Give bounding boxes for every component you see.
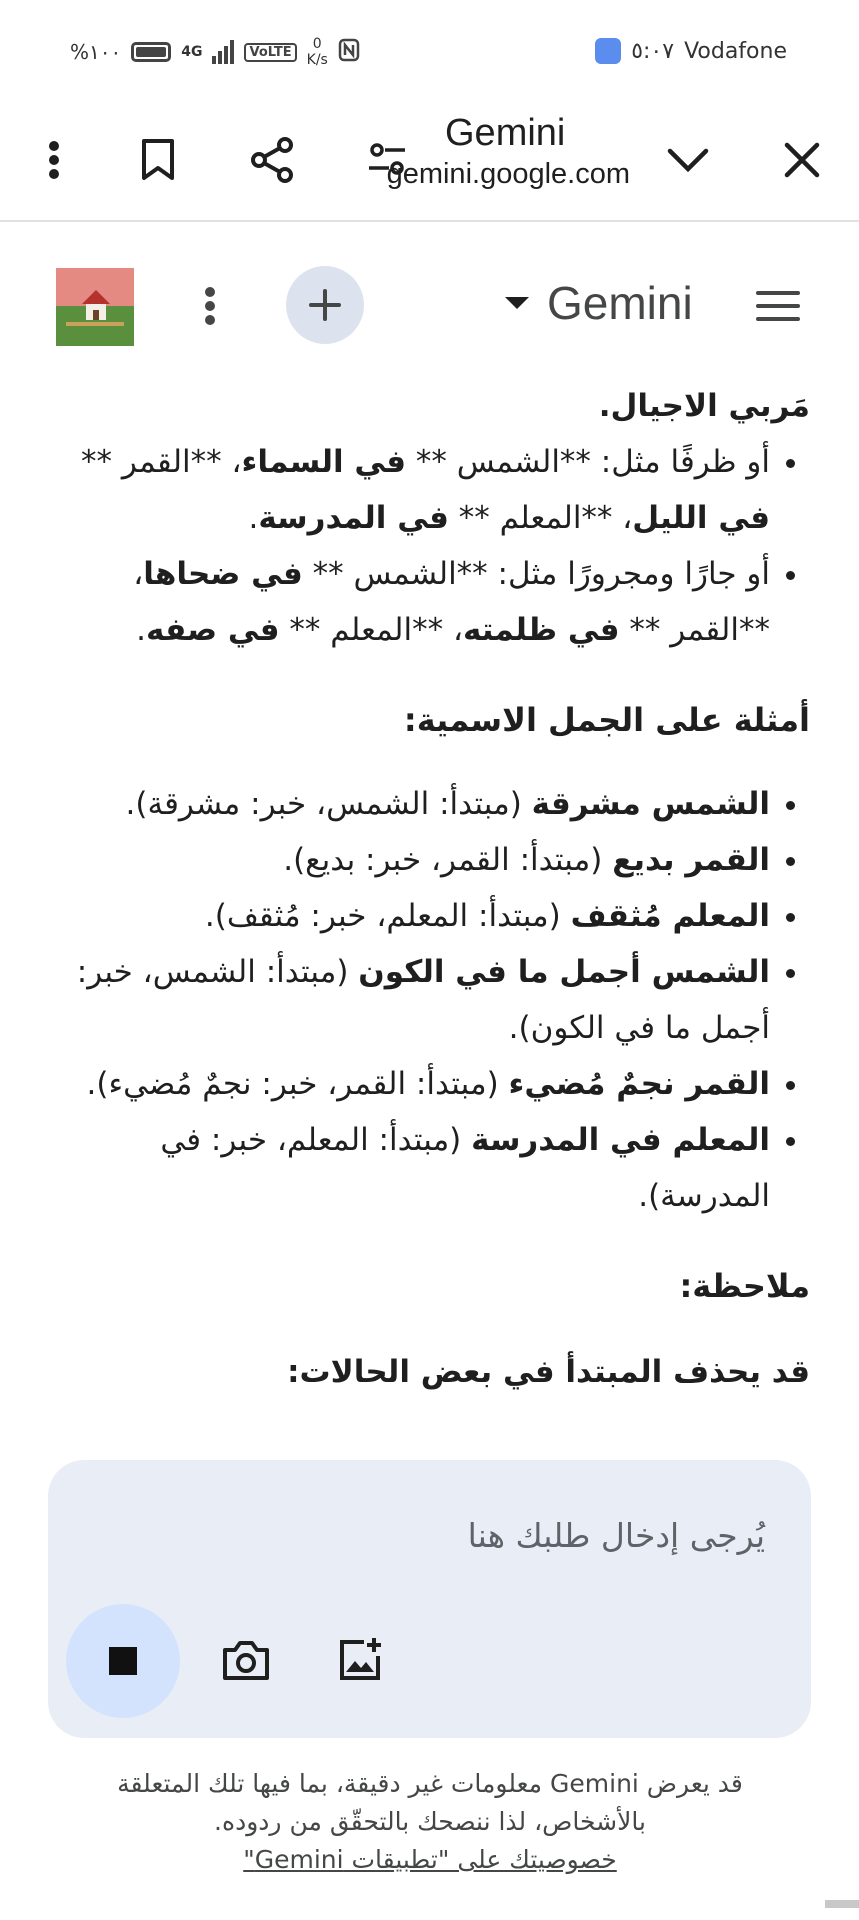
text-part: ، **المعلم ** bbox=[448, 500, 633, 536]
response-content bbox=[60, 378, 810, 1390]
more-vert-icon[interactable] bbox=[180, 276, 240, 336]
camera-icon[interactable] bbox=[216, 1630, 276, 1690]
more-vert-icon[interactable] bbox=[24, 130, 84, 190]
bold-part: في ضحاها bbox=[143, 556, 303, 592]
battery-icon bbox=[131, 42, 171, 62]
example-rest: (مبتدأ: القمر، خبر: نجمٌ مُضيء). bbox=[86, 1066, 509, 1102]
speed-value: 0 bbox=[312, 36, 322, 52]
bold-part: في ظلمته bbox=[462, 612, 620, 648]
list-item bbox=[60, 888, 770, 944]
share-icon[interactable] bbox=[242, 130, 302, 190]
plus-icon bbox=[308, 288, 342, 322]
stop-icon bbox=[109, 1647, 137, 1675]
text-part: أو ظرفًا مثل: **الشمس ** bbox=[406, 444, 770, 480]
text-part: أو جارًا ومجرورًا مثل: **الشمس ** bbox=[302, 556, 770, 592]
list-item bbox=[60, 1112, 770, 1224]
list-item bbox=[60, 776, 770, 832]
disclaimer bbox=[70, 1765, 790, 1879]
custom-tab-toolbar bbox=[0, 100, 859, 222]
battery-percent: %١٠٠ bbox=[70, 40, 122, 64]
cut-off-line: قد يحذف المبتدأ في بعض الحالات: bbox=[287, 1354, 810, 1390]
nfc-icon bbox=[338, 38, 360, 67]
network-type: 4G bbox=[181, 44, 203, 60]
caret-down-icon bbox=[505, 297, 529, 309]
prompt-input[interactable]: يُرجى إدخال طلبك هنا bbox=[467, 1516, 765, 1555]
text-part: ، **القمر ** bbox=[133, 556, 770, 648]
speed-unit: K/s bbox=[306, 52, 328, 68]
example-rest: (مبتدأ: الشمس، خبر: أجمل ما في الكون). bbox=[76, 954, 770, 1046]
list-item bbox=[60, 832, 770, 888]
example-rest: (مبتدأ: المعلم، خبر: في المدرسة). bbox=[160, 1122, 770, 1214]
text-part: . bbox=[136, 612, 147, 648]
list-item bbox=[60, 546, 770, 658]
clock: ٥:٠٧ bbox=[631, 38, 675, 64]
page-title: Gemini bbox=[445, 112, 566, 154]
example-bold: القمر نجمٌ مُضيء bbox=[508, 1066, 770, 1102]
status-bar bbox=[0, 0, 859, 100]
example-rest: (مبتدأ: الشمس، خبر: مشرقة). bbox=[125, 786, 532, 822]
list-item bbox=[60, 944, 770, 1056]
stop-button[interactable] bbox=[66, 1604, 180, 1718]
bold-part: في صفه bbox=[146, 612, 280, 648]
brand-name: Gemini bbox=[547, 277, 693, 329]
gemini-app-bar bbox=[0, 220, 859, 390]
notification-app-icon bbox=[595, 38, 621, 64]
carrier-name: Vodafone bbox=[684, 38, 787, 64]
section-heading-note: ملاحظة: bbox=[679, 1267, 810, 1305]
close-icon[interactable] bbox=[772, 130, 832, 190]
list-item bbox=[60, 434, 770, 546]
section-heading-examples: أمثلة على الجمل الاسمية: bbox=[403, 701, 810, 739]
example-rest: (مبتدأ: المعلم، خبر: مُثقف). bbox=[204, 898, 571, 934]
bullet-list-1 bbox=[60, 434, 810, 658]
example-bold: القمر بديع bbox=[612, 842, 770, 878]
avatar[interactable] bbox=[56, 268, 134, 346]
scrollbar[interactable] bbox=[825, 1900, 859, 1908]
status-left bbox=[70, 36, 360, 68]
example-bold: المعلم مُثقف bbox=[570, 898, 770, 934]
example-rest: (مبتدأ: القمر، خبر: بديع). bbox=[283, 842, 613, 878]
chevron-down-icon[interactable] bbox=[658, 130, 718, 190]
list-item bbox=[60, 1056, 770, 1112]
text-part: ، **القمر ** bbox=[81, 444, 242, 480]
bookmark-icon[interactable] bbox=[128, 130, 188, 190]
privacy-link[interactable]: خصوصيتك على "تطبيقات Gemini" bbox=[243, 1845, 617, 1874]
examples-list bbox=[60, 776, 810, 1224]
page-url: gemini.google.com bbox=[386, 158, 630, 190]
example-bold: المعلم في المدرسة bbox=[471, 1122, 770, 1158]
add-image-icon[interactable] bbox=[330, 1630, 390, 1690]
network-speed bbox=[307, 36, 328, 68]
prompt-composer[interactable] bbox=[48, 1460, 811, 1738]
new-chat-button[interactable] bbox=[286, 266, 364, 344]
signal-icon bbox=[212, 40, 234, 64]
menu-icon[interactable] bbox=[748, 276, 808, 336]
example-bold: الشمس أجمل ما في الكون bbox=[358, 954, 770, 990]
status-right bbox=[595, 38, 787, 64]
bold-part: في السماء bbox=[241, 444, 407, 480]
example-bold: الشمس مشرقة bbox=[531, 786, 770, 822]
top-line: مَربي الاجيال. bbox=[598, 388, 810, 424]
bold-part: في المدرسة bbox=[258, 500, 449, 536]
text-part: . bbox=[248, 500, 259, 536]
model-switcher[interactable] bbox=[505, 276, 693, 330]
volte-badge: VoLTE bbox=[244, 43, 296, 62]
bold-part: في الليل bbox=[632, 500, 770, 536]
text-part: ، **المعلم ** bbox=[279, 612, 463, 648]
disclaimer-text: قد يعرض Gemini معلومات غير دقيقة، بما فيها تلك المتعلقة بالأشخاص، لذا ننصحك بالتحقّق من ردوده. bbox=[117, 1769, 743, 1836]
